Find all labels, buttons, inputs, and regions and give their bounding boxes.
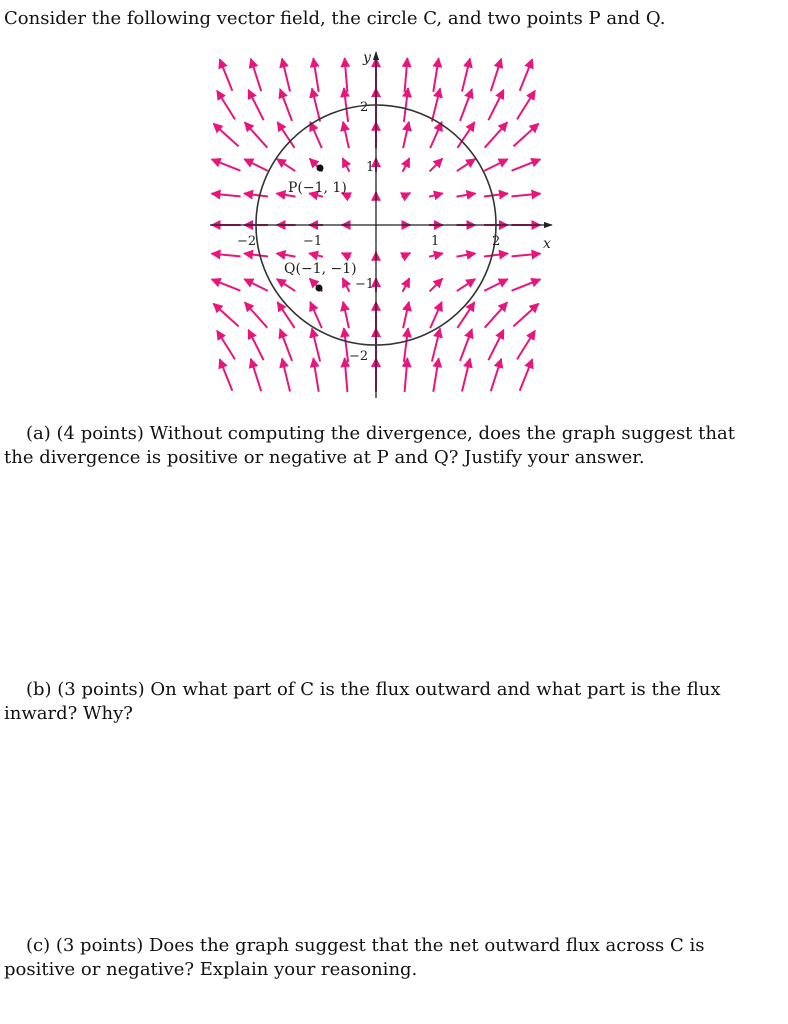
field-arrow — [430, 302, 442, 328]
field-arrow — [520, 59, 533, 91]
field-arrow — [403, 278, 410, 292]
field-arrow — [432, 329, 440, 362]
point-q-label: Q(−1, −1) — [284, 261, 357, 277]
field-arrow — [212, 254, 241, 257]
field-arrow — [457, 302, 474, 328]
field-arrow — [244, 194, 268, 197]
field-arrow — [212, 279, 241, 290]
field-arrow — [248, 330, 263, 360]
field-arrow — [212, 194, 241, 197]
field-arrow — [310, 302, 322, 328]
field-arrow — [402, 193, 411, 197]
field-arrow — [430, 159, 443, 172]
field-arrow — [430, 279, 443, 292]
x-tick-label-2: 2 — [492, 234, 501, 249]
x-tick-label-neg2: −2 — [237, 234, 257, 249]
field-arrow — [485, 122, 508, 147]
field-arrow — [312, 329, 320, 362]
field-arrow — [244, 159, 268, 171]
field-arrow — [213, 304, 238, 327]
field-arrow — [488, 330, 503, 360]
field-arrow — [402, 253, 411, 257]
field-arrow — [309, 253, 323, 256]
field-arrow — [517, 91, 535, 120]
field-arrow — [484, 194, 508, 197]
field-arrow — [403, 158, 410, 172]
field-arrow — [432, 89, 440, 122]
field-arrow — [280, 329, 292, 361]
field-arrow — [512, 254, 541, 257]
point-q-dot — [316, 285, 323, 292]
field-arrow — [457, 122, 474, 148]
field-arrow — [484, 159, 508, 171]
field-arrow — [344, 328, 348, 362]
field-arrow — [277, 122, 294, 148]
field-arrow — [245, 122, 268, 147]
x-tick-label-neg1: −1 — [303, 234, 323, 249]
field-arrow — [220, 59, 233, 91]
question-b: (b) (3 points) On what part of C is the flux outward and what part is the flux inward? Why? — [4, 679, 721, 724]
field-arrow — [513, 304, 538, 327]
field-arrow — [460, 89, 472, 121]
field-arrow — [343, 278, 350, 292]
field-arrow — [462, 59, 470, 92]
field-arrow — [512, 159, 541, 170]
field-arrow — [313, 358, 318, 392]
field-arrow — [433, 358, 438, 392]
field-arrow — [245, 302, 268, 327]
field-arrow — [251, 359, 261, 391]
field-arrow — [345, 58, 348, 92]
field-arrow — [457, 279, 475, 291]
field-arrow — [343, 122, 349, 148]
field-arrow — [213, 124, 238, 147]
vector-field-figure — [200, 48, 570, 408]
y-tick-label-neg1: −1 — [355, 277, 375, 292]
field-arrow — [457, 193, 476, 196]
field-arrow — [433, 58, 438, 92]
field-arrow — [462, 359, 470, 392]
field-arrow — [313, 58, 318, 92]
field-arrow — [512, 194, 541, 197]
field-arrow — [248, 90, 263, 120]
field-arrow — [251, 59, 261, 91]
field-arrow — [277, 302, 294, 328]
field-arrow — [343, 302, 349, 328]
field-arrow — [403, 302, 409, 328]
x-axis-label: x — [543, 236, 551, 252]
field-arrow — [310, 122, 322, 148]
field-arrow — [345, 358, 348, 392]
point-p-label: P(−1, 1) — [288, 180, 347, 196]
field-arrow — [244, 254, 268, 257]
field-arrow — [220, 359, 233, 391]
field-arrow — [217, 331, 235, 360]
question-a: (a) (4 points) Without computing the divergence, does the graph suggest that the divergence is positive or negative at P and Q? Justify your answer. — [4, 423, 735, 468]
field-arrow — [405, 358, 408, 392]
point-p-dot — [317, 165, 324, 172]
field-arrow — [512, 279, 541, 290]
field-arrow — [343, 158, 350, 172]
field-arrow — [513, 124, 538, 147]
field-arrow — [429, 253, 443, 256]
y-tick-label-2: 2 — [360, 100, 369, 115]
field-arrow — [484, 279, 508, 291]
field-arrow — [485, 302, 508, 327]
field-arrow — [405, 58, 408, 92]
field-arrow — [280, 89, 292, 121]
field-arrow — [457, 253, 476, 256]
field-arrow — [312, 89, 320, 122]
y-tick-label-1: 1 — [366, 160, 375, 175]
field-arrow — [520, 359, 533, 391]
field-arrow — [488, 90, 503, 120]
field-arrow — [430, 122, 442, 148]
y-tick-label-neg2: −2 — [349, 349, 369, 364]
field-arrow — [491, 359, 501, 391]
field-arrow — [277, 279, 295, 291]
field-arrow — [282, 359, 290, 392]
field-arrow — [429, 193, 443, 196]
field-arrow — [277, 159, 295, 171]
intro-text: Consider the following vector field, the circle C, and two points P and Q. — [4, 8, 666, 29]
field-arrow — [484, 254, 508, 257]
field-arrow — [212, 159, 241, 170]
field-arrow — [244, 279, 268, 291]
x-tick-label-1: 1 — [431, 234, 440, 249]
field-arrow — [491, 59, 501, 91]
field-arrow — [403, 122, 409, 148]
field-arrow — [217, 91, 235, 120]
field-arrow — [457, 159, 475, 171]
question-c: (c) (3 points) Does the graph suggest that the net outward flux across C is positive or negative? Explain your reasoning. — [4, 935, 705, 980]
y-axis-label: y — [363, 50, 371, 66]
field-arrow — [282, 59, 290, 92]
field-arrow — [344, 88, 348, 122]
field-arrow — [404, 88, 408, 122]
field-arrow — [517, 331, 535, 360]
field-arrow — [404, 328, 408, 362]
field-arrow — [460, 329, 472, 361]
field-arrow — [342, 253, 351, 257]
field-arrow — [277, 253, 296, 256]
